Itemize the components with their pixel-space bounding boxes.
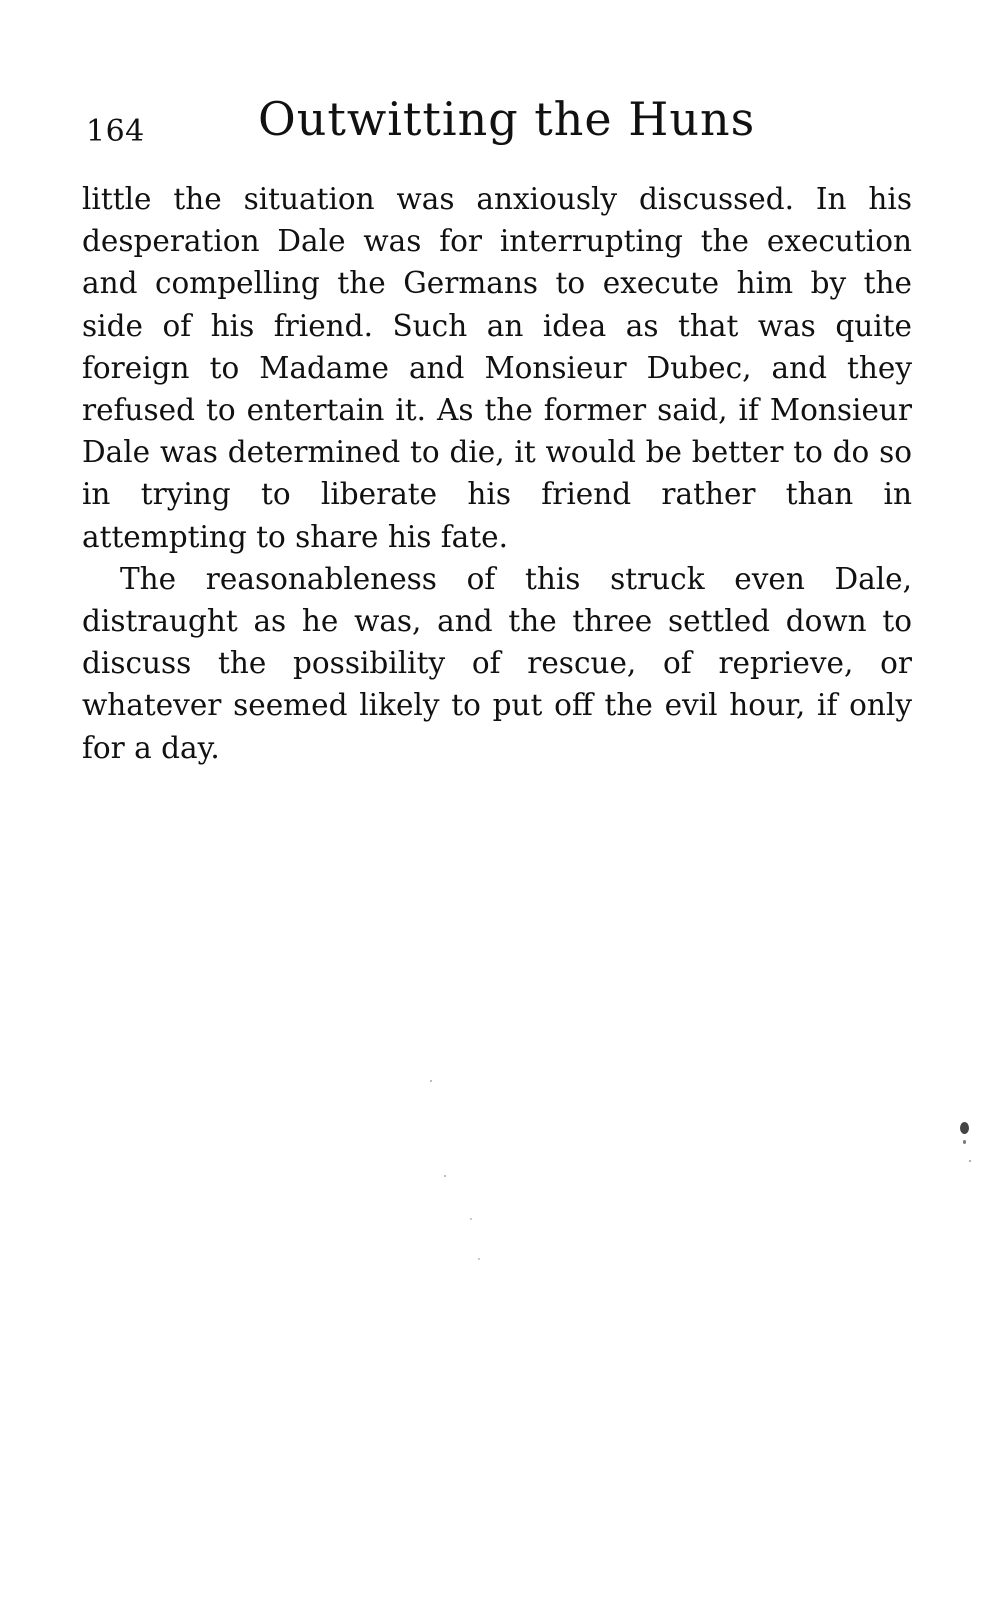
scan-speck — [444, 1175, 446, 1177]
page-header — [86, 92, 916, 162]
running-title: Outwitting the Huns — [258, 92, 756, 146]
scan-speck — [430, 1080, 432, 1082]
paragraph-continued: little the situation was anxiously discussed. In his desperation Dale was for interrupting the execution and compelling the Germans to execute him by the side of his friend. Such an idea as that was quite foreign to Madame and Monsieur Dubec, and they refused to entertain it. As the former said, if Monsieur Dale was determined to die, it would be better to do so in trying to liberate his friend rather than in attempting to share his fate. — [82, 182, 912, 554]
scan-speck — [963, 1140, 966, 1144]
paragraph: The reasonableness of this struck even Dale, distraught as he was, and the three settled down to discuss the possibility of rescue, of reprieve, or whatever seemed likely to put off the evil hour, if only for a day. — [82, 561, 912, 765]
scan-speck — [470, 1218, 472, 1220]
scan-speck — [960, 1122, 969, 1134]
scan-speck — [969, 1160, 971, 1162]
page-number: 164 — [86, 114, 145, 149]
scan-speck — [478, 1258, 480, 1260]
body-text — [82, 178, 912, 769]
